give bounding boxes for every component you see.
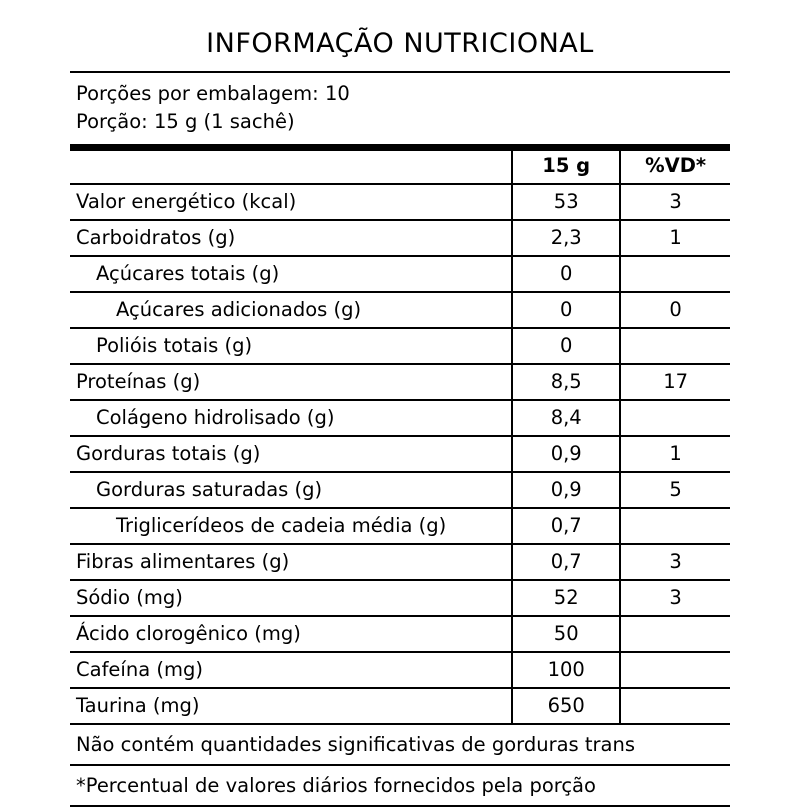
nutrition-table <box>70 151 730 723</box>
serving-size: Porção: 15 g (1 sachê) <box>76 110 295 134</box>
nutrient-name: Açúcares adicionados (g) <box>70 292 512 328</box>
table-row <box>70 544 730 580</box>
nutrient-amount: 52 <box>512 580 620 616</box>
table-row <box>70 292 730 328</box>
nutrient-name: Ácido clorogênico (mg) <box>70 616 512 652</box>
nutrient-amount: 8,5 <box>512 364 620 400</box>
nutrient-amount: 50 <box>512 616 620 652</box>
header-nutrient <box>70 151 512 184</box>
nutrient-dv: 3 <box>620 580 730 616</box>
header-amount: 15 g <box>512 151 620 184</box>
table-row <box>70 508 730 544</box>
header-dv: %VD* <box>620 151 730 184</box>
nutrient-amount: 53 <box>512 184 620 220</box>
table-row <box>70 580 730 616</box>
nutrient-dv <box>620 328 730 364</box>
nutrient-dv: 3 <box>620 544 730 580</box>
nutrient-name: Sódio (mg) <box>70 580 512 616</box>
nutrient-dv <box>620 400 730 436</box>
table-body <box>70 184 730 723</box>
nutrient-dv: 5 <box>620 472 730 508</box>
nutrient-name: Valor energético (kcal) <box>70 184 512 220</box>
nutrient-name: Carboidratos (g) <box>70 220 512 256</box>
nutrient-amount: 0 <box>512 256 620 292</box>
servings-per-package: Porções por embalagem: 10 <box>76 82 350 105</box>
table-row <box>70 616 730 652</box>
table-row <box>70 652 730 688</box>
nutrient-dv <box>620 508 730 544</box>
table-row <box>70 364 730 400</box>
nutrient-name: Fibras alimentares (g) <box>70 544 512 580</box>
nutrient-name: Gorduras saturadas (g) <box>70 472 512 508</box>
nutrient-name: Triglicerídeos de cadeia média (g) <box>70 508 512 544</box>
nutrient-amount: 2,3 <box>512 220 620 256</box>
note-trans-fat: Não contém quantidades significativas de gorduras trans <box>76 732 636 756</box>
footnote-dv: *Percentual de valores diários fornecidos pela porção <box>76 773 596 797</box>
nutrient-amount: 650 <box>512 688 620 723</box>
nutrient-dv <box>620 688 730 723</box>
nutrient-amount: 0 <box>512 328 620 364</box>
table-row <box>70 184 730 220</box>
nutrient-amount: 100 <box>512 652 620 688</box>
nutrient-amount: 0,9 <box>512 472 620 508</box>
nutrient-name: Proteínas (g) <box>70 364 512 400</box>
nutrient-dv: 0 <box>620 292 730 328</box>
table-row <box>70 688 730 723</box>
nutrient-amount: 0,7 <box>512 544 620 580</box>
page-title: INFORMAÇÃO NUTRICIONAL <box>206 28 594 59</box>
nutrient-name: Açúcares totais (g) <box>70 256 512 292</box>
nutrient-dv: 1 <box>620 220 730 256</box>
table-row <box>70 472 730 508</box>
nutrient-name: Cafeína (mg) <box>70 652 512 688</box>
nutrient-name: Gorduras totais (g) <box>70 436 512 472</box>
table-row <box>70 328 730 364</box>
table-row <box>70 256 730 292</box>
nutrient-dv <box>620 616 730 652</box>
nutrient-dv: 3 <box>620 184 730 220</box>
nutrition-label <box>70 22 730 807</box>
nutrient-amount: 0 <box>512 292 620 328</box>
nutrient-amount: 8,4 <box>512 400 620 436</box>
nutrient-dv: 17 <box>620 364 730 400</box>
table-row <box>70 400 730 436</box>
nutrient-amount: 0,7 <box>512 508 620 544</box>
nutrient-name: Colágeno hidrolisado (g) <box>70 400 512 436</box>
divider-header <box>70 144 730 151</box>
nutrient-name: Polióis totais (g) <box>70 328 512 364</box>
nutrient-name: Taurina (mg) <box>70 688 512 723</box>
nutrient-dv <box>620 652 730 688</box>
table-row <box>70 220 730 256</box>
nutrient-dv <box>620 256 730 292</box>
table-header-row <box>70 151 730 184</box>
nutrient-dv: 1 <box>620 436 730 472</box>
nutrient-amount: 0,9 <box>512 436 620 472</box>
serving-info <box>70 73 730 144</box>
table-row <box>70 436 730 472</box>
